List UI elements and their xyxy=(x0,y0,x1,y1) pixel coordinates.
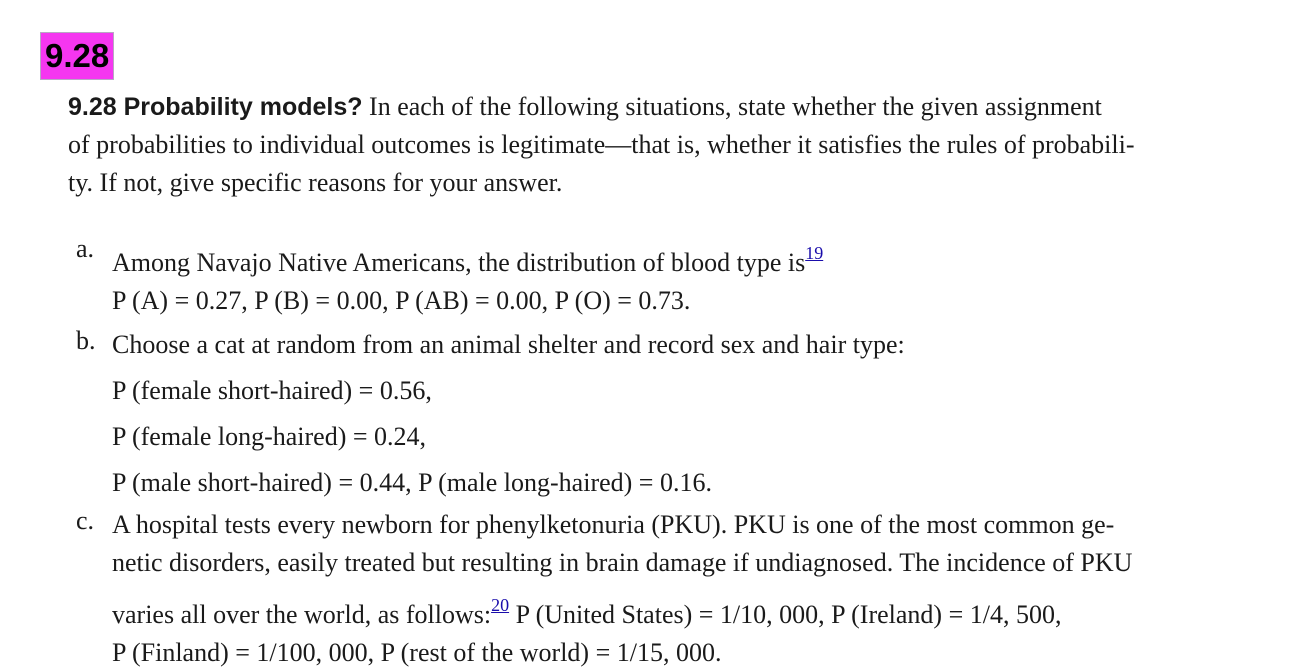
problem-number-badge: 9.28 xyxy=(40,32,114,80)
item-c-line-3-formula: P (United States) = 1/10, 000, P (Ireland) = 1/4, 500, xyxy=(509,600,1062,629)
intro-line-3: ty. If not, give specific reasons for your answer. xyxy=(68,168,563,197)
intro-line-1: In each of the following situations, state whether the given assignment xyxy=(362,92,1102,121)
item-c-line-4-formula: P (Finland) = 1/100, 000, P (rest of the world) = 1/15, 000. xyxy=(112,638,722,667)
item-c xyxy=(68,506,1268,672)
problem-content xyxy=(68,88,1268,672)
item-b xyxy=(68,326,1268,502)
item-c-line-1: A hospital tests every newborn for phenylketonuria (PKU). PKU is one of the most common ge- xyxy=(112,510,1115,539)
item-c-line-3-text: varies all over the world, as follows: xyxy=(112,600,492,629)
item-b-formula-3: P (male short-haired) = 0.44, P (male long-haired) = 0.16. xyxy=(112,468,712,497)
problem-intro xyxy=(68,88,1268,202)
item-b-formula-2: P (female long-haired) = 0.24, xyxy=(112,422,427,451)
item-b-formula-1: P (female short-haired) = 0.56, xyxy=(112,376,432,405)
item-b-marker: b. xyxy=(76,326,96,355)
footnote-19-link[interactable]: 19 xyxy=(805,243,824,263)
footnote-20-link[interactable]: 20 xyxy=(491,595,510,615)
item-a-text: Among Navajo Native Americans, the distribution of blood type is xyxy=(112,248,806,277)
item-c-line-2: netic disorders, easily treated but resulting in brain damage if undiagnosed. The incidence of PKU xyxy=(112,548,1133,577)
item-a-formula: P (A) = 0.27, P (B) = 0.00, P (AB) = 0.00, P (O) = 0.73. xyxy=(112,286,691,315)
item-a xyxy=(68,234,1268,320)
item-b-text: Choose a cat at random from an animal shelter and record sex and hair type: xyxy=(112,330,905,359)
intro-line-2: of probabilities to individual outcomes is legitimate—that is, whether it satisfies the rules of probabili- xyxy=(68,130,1135,159)
problem-items xyxy=(68,234,1268,672)
item-c-marker: c. xyxy=(76,506,95,535)
problem-heading: 9.28 Probability models? xyxy=(68,93,363,121)
item-a-marker: a. xyxy=(76,234,95,263)
